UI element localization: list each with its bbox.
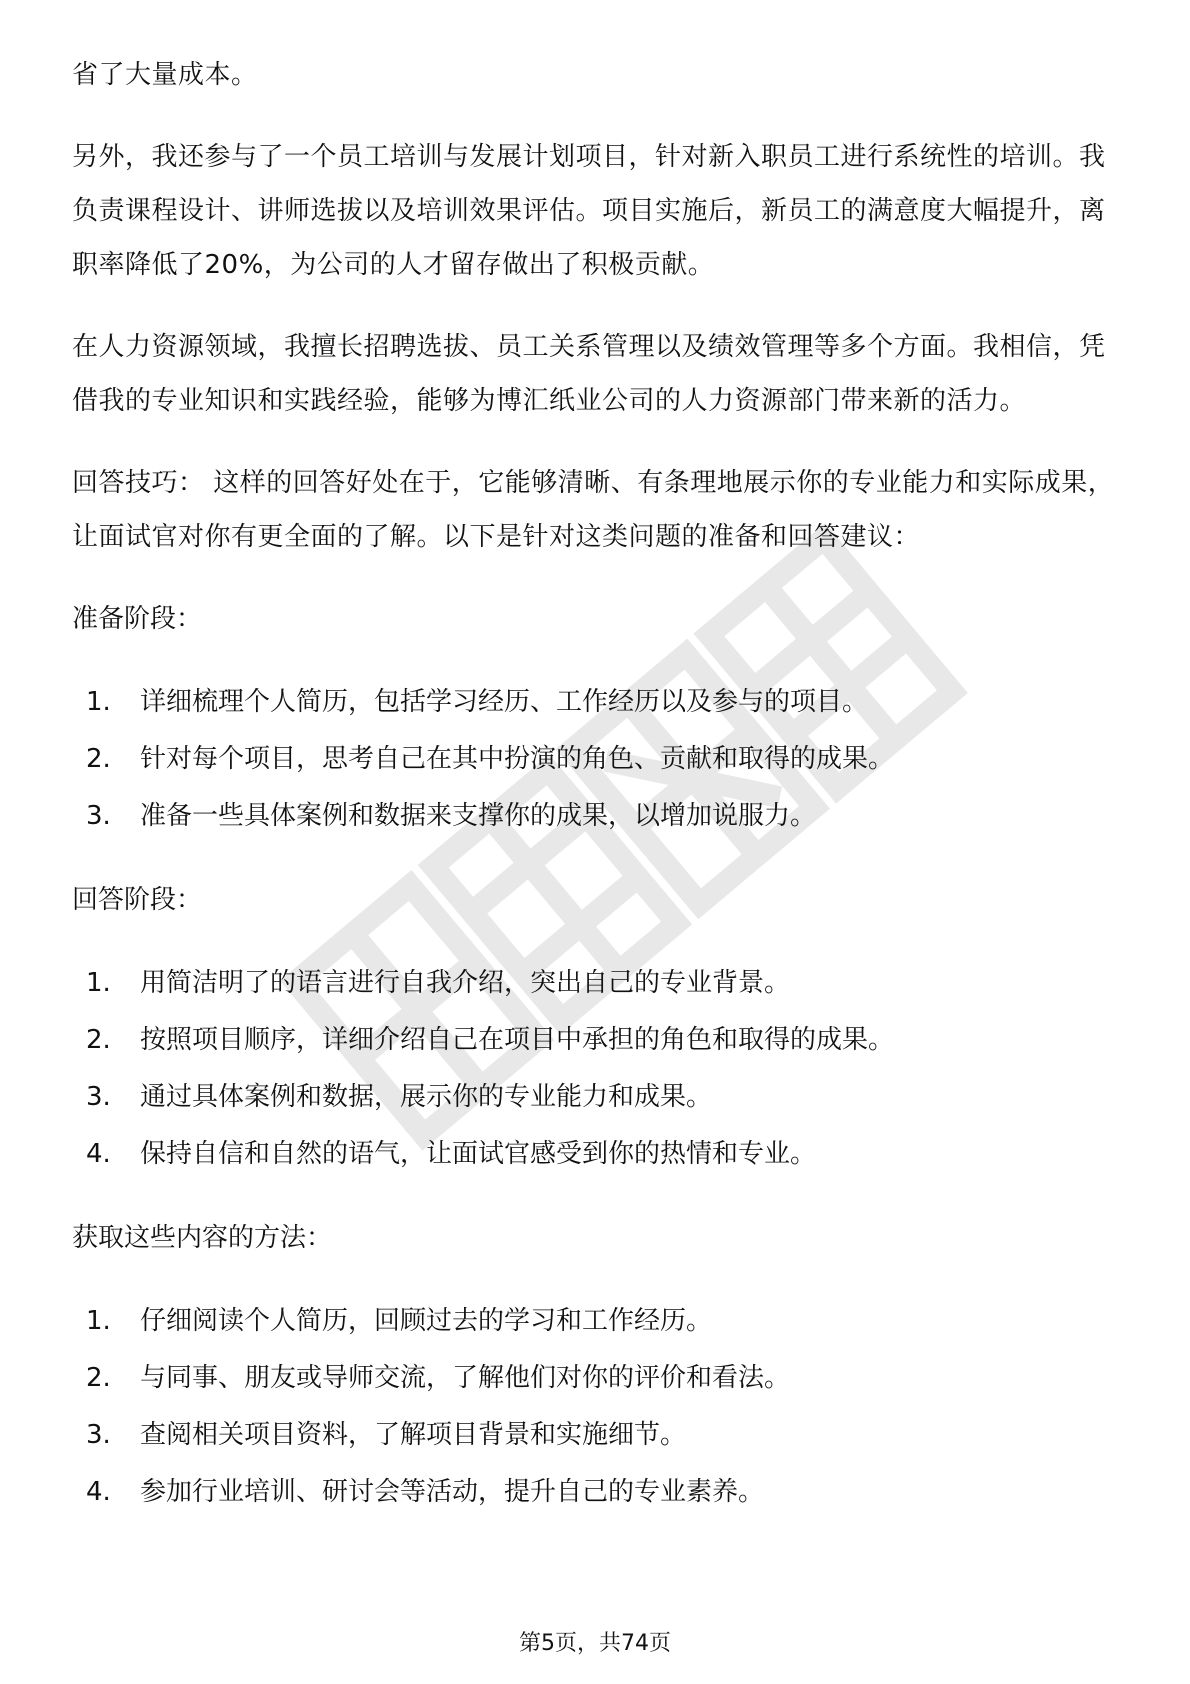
list-text: 详细梳理个人简历，包括学习经历、工作经历以及参与的项目。	[140, 687, 869, 717]
list-number: 1.	[86, 968, 111, 998]
list-item	[72, 1350, 1122, 1407]
list-text: 参加行业培训、研讨会等活动，提升自己的专业素养。	[140, 1477, 765, 1507]
list-text: 针对每个项目，思考自己在其中扮演的角色、贡献和取得的成果。	[140, 744, 895, 774]
list-number: 2.	[86, 1025, 111, 1055]
list-text: 按照项目顺序，详细介绍自己在项目中承担的角色和取得的成果。	[140, 1025, 895, 1055]
list-number: 4.	[86, 1139, 111, 1169]
list-text: 准备一些具体案例和数据来支撑你的成果，以增加说服力。	[140, 801, 817, 831]
list-item	[72, 1126, 1122, 1183]
section-heading-answer: 回答阶段：	[72, 885, 203, 915]
list-text: 与同事、朋友或导师交流，了解他们对你的评价和看法。	[140, 1363, 791, 1393]
paragraph-4: 回答技巧： 这样的回答好处在于，它能够清晰、有条理地展示你的专业能力和实际成果，让面试官对你有更全面的了解。以下是针对这类问题的准备和回答建议：	[72, 468, 1115, 552]
list-item	[72, 1012, 1122, 1069]
list-number: 4.	[86, 1477, 111, 1507]
paragraph-2: 另外，我还参与了一个员工培训与发展计划项目，针对新入职员工进行系统性的培训。我负责课程设计、讲师选拔以及培训效果评估。项目实施后，新员工的满意度大幅提升，离职率降低了20%，为公司的人才留存做出了积极贡献。	[72, 142, 1106, 280]
section-heading-methods: 获取这些内容的方法：	[72, 1223, 333, 1253]
list-number: 1.	[86, 687, 111, 717]
section-heading-prepare: 准备阶段：	[72, 604, 203, 634]
prepare-list	[72, 674, 1122, 845]
list-text: 用简洁明了的语言进行自我介绍，突出自己的专业背景。	[140, 968, 791, 998]
list-item	[72, 1407, 1122, 1464]
list-item	[72, 1069, 1122, 1126]
list-number: 3.	[86, 1082, 111, 1112]
methods-list	[72, 1293, 1122, 1521]
list-text: 查阅相关项目资料，了解项目背景和实施细节。	[140, 1420, 687, 1450]
list-text: 保持自信和自然的语气，让面试官感受到你的热情和专业。	[140, 1139, 817, 1169]
list-text: 通过具体案例和数据，展示你的专业能力和成果。	[140, 1082, 713, 1112]
list-text: 仔细阅读个人简历，回顾过去的学习和工作经历。	[140, 1306, 713, 1336]
list-item	[72, 1464, 1122, 1521]
list-item	[72, 788, 1122, 845]
document-body	[72, 48, 1122, 1549]
list-item	[72, 955, 1122, 1012]
list-number: 2.	[86, 744, 111, 774]
list-number: 2.	[86, 1363, 111, 1393]
list-item	[72, 674, 1122, 731]
paragraph-1: 省了大量成本。	[72, 60, 258, 90]
list-number: 3.	[86, 1420, 111, 1450]
list-number: 1.	[86, 1306, 111, 1336]
answer-list	[72, 955, 1122, 1183]
list-item	[72, 1293, 1122, 1350]
list-item	[72, 731, 1122, 788]
list-number: 3.	[86, 801, 111, 831]
page-footer: 第5页，共74页	[519, 1631, 671, 1656]
paragraph-3: 在人力资源领域，我擅长招聘选拔、员工关系管理以及绩效管理等多个方面。我相信，凭借我的专业知识和实践经验，能够为博汇纸业公司的人力资源部门带来新的活力。	[72, 332, 1106, 416]
